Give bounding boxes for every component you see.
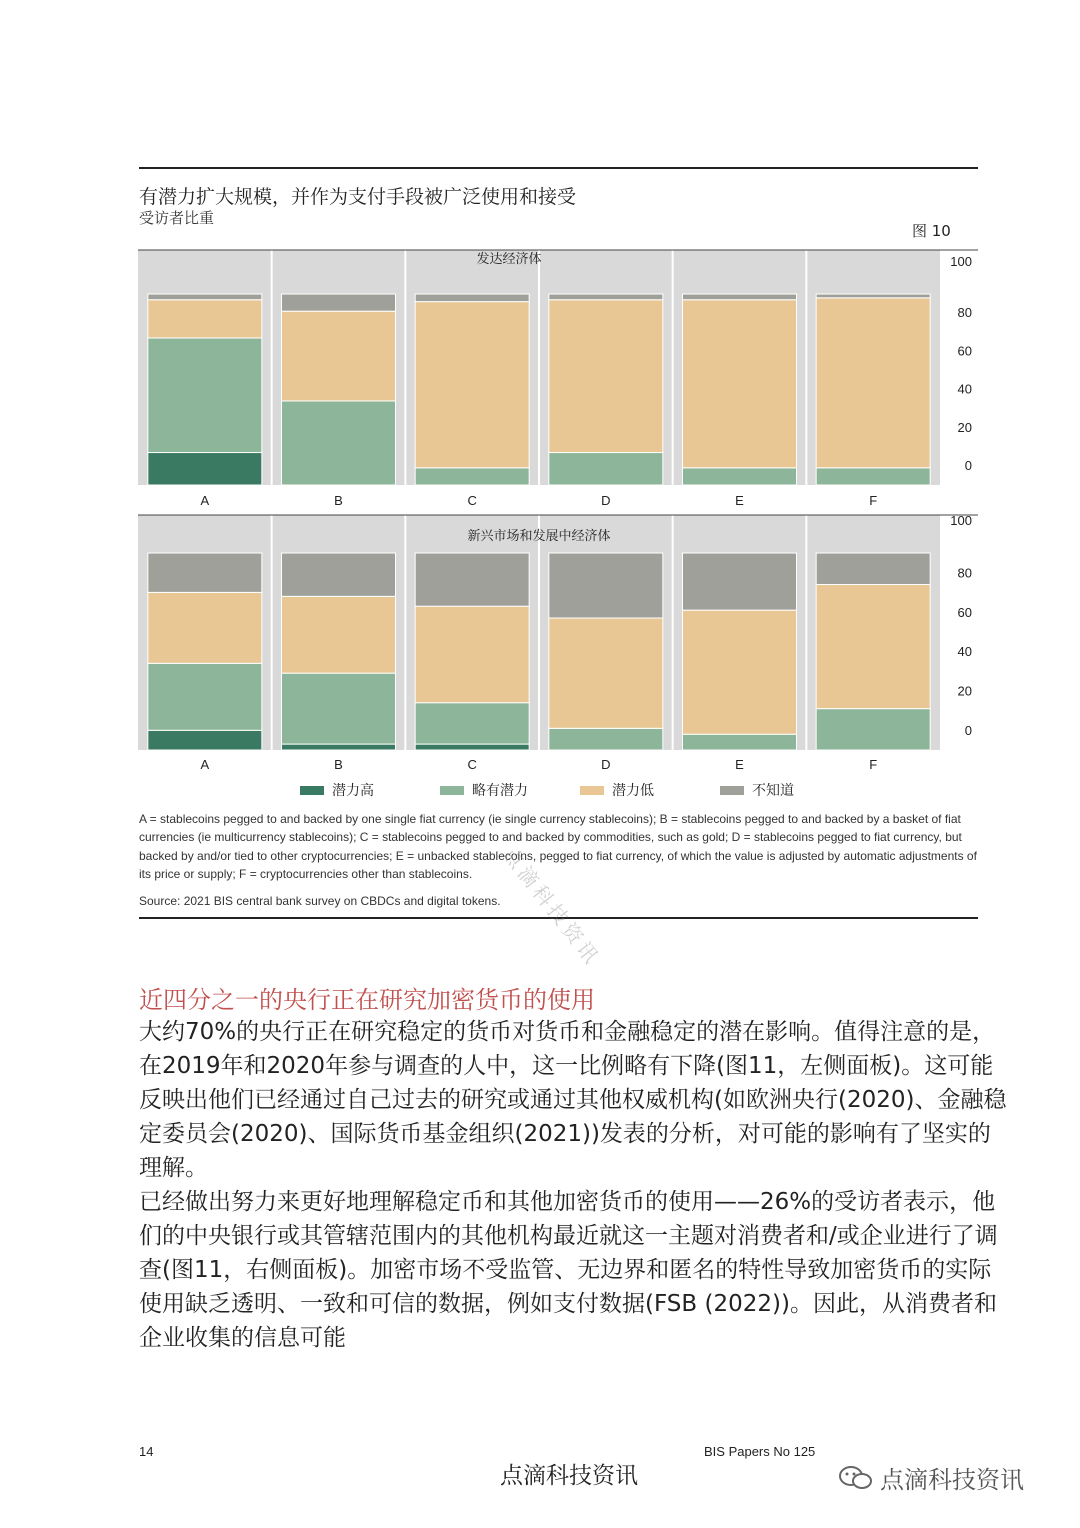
legend-swatch	[300, 786, 324, 795]
bar-segment	[549, 294, 663, 300]
figure-notes: A = stablecoins pegged to and backed by one single fiat currency (ie single currency stablecoins); B = stablecoins pegged to and backed by a basket of fiat currencies (ie multicurrency stablecoins); C = stablecoins pegged to and backed by commodities, such as gold; D = stablecoins pegged to fiat currency, but backed by and/or tied to other cryptocurrencies; E = unbacked stablecoins, pegged to fiat currency, of which the value is adjusted by automatic adjustments of its price or supply; F = cryptocurrencies other than stablecoins.	[139, 812, 977, 881]
bar-segment	[415, 703, 529, 744]
y-tick-label: 60	[957, 343, 972, 359]
y-tick-label: 80	[957, 305, 972, 321]
bar-segment	[415, 606, 529, 703]
figure-number: 图 10	[912, 222, 951, 240]
panel-title: 新兴市场和发展中经济体	[467, 529, 611, 544]
y-tick-label: 40	[957, 644, 972, 660]
bar-segment	[683, 468, 797, 485]
figure-subtitle: 受访者比重	[139, 209, 215, 227]
bar-segment	[549, 300, 663, 453]
y-tick-label: 60	[957, 604, 972, 620]
bar-segment	[282, 311, 396, 401]
bar-segment	[415, 294, 529, 302]
y-tick-label: 0	[964, 458, 972, 473]
bar-segment	[148, 592, 262, 663]
legend-label: 略有潜力	[472, 783, 528, 799]
bar-segment	[148, 553, 262, 592]
legend-item-unknown	[720, 780, 860, 800]
category-label: D	[601, 757, 611, 772]
category-label: E	[735, 757, 744, 772]
bar-segment	[148, 453, 262, 485]
bar-segment	[816, 709, 930, 750]
legend-label: 潜力低	[612, 783, 654, 799]
figure-source: Source: 2021 BIS central bank survey on CBDCs and digital tokens.	[139, 894, 501, 908]
legend-swatch	[720, 786, 744, 795]
bar-segment	[282, 294, 396, 311]
category-label: E	[735, 493, 744, 508]
bar-segment	[816, 298, 930, 468]
bar-segment	[683, 610, 797, 734]
bar-segment	[415, 468, 529, 485]
watermark-text: 点滴科技资讯	[880, 1466, 1024, 1494]
legend-label: 潜力高	[332, 783, 374, 799]
category-label: B	[334, 493, 343, 508]
bar-segment	[148, 730, 262, 750]
bar-segment	[683, 300, 797, 468]
figure-title: 有潜力扩大规模，并作为支付手段被广泛使用和接受	[139, 186, 577, 208]
paragraph: 大约70%的央行正在研究稳定的货币对货币和金融稳定的潜在影响。值得注意的是，在2019年和2020年参与调查的人中，这一比例略有下降(图11，左侧面板)。这可能反映出他们已经通过自己过去的研究或通过其他权威机构(如欧洲央行(2020)、金融稳定委员会(2020)、国际货币基金组织(2021))发表的分析，对可能的影响有了坚实的理解。	[139, 1019, 1007, 1181]
bar-segment	[282, 596, 396, 673]
bar-segment	[282, 553, 396, 596]
publication-name: BIS Papers No 125	[704, 1444, 816, 1459]
bar-segment	[816, 553, 930, 585]
y-tick-label: 40	[957, 381, 972, 397]
bar-segment	[816, 585, 930, 709]
footer-brand: 点滴科技资讯	[500, 1463, 638, 1489]
y-tick-label: 100	[950, 513, 972, 528]
bar-segment	[148, 300, 262, 338]
paragraph: 已经做出努力来更好地理解稳定币和其他加密货币的使用——26%的受访者表示，他们的中央银行或其管辖范围内的其他机构最近就这一主题对消费者和/或企业进行了调查(图11，右侧面板)。加密市场不受监管、无边界和匿名的特性导致加密货币的实际使用缺乏透明、一致和可信的数据，例如支付数据(FSB (2022))。因此，从消费者和企业收集的信息可能	[139, 1189, 998, 1351]
bar-segment	[148, 294, 262, 300]
category-label: A	[200, 757, 210, 772]
bar-segment	[683, 734, 797, 750]
bar-segment	[148, 338, 262, 453]
category-label: A	[200, 493, 210, 508]
panel-title: 发达经济体	[476, 252, 542, 267]
y-tick-label: 20	[957, 683, 972, 699]
bar-segment	[549, 453, 663, 485]
wechat-icon	[838, 1465, 874, 1491]
category-label: C	[467, 493, 477, 508]
y-tick-label: 80	[957, 565, 972, 581]
category-label: F	[869, 493, 878, 508]
y-tick-label: 0	[964, 723, 972, 738]
y-tick-label: 20	[957, 419, 972, 435]
page-number: 14	[139, 1444, 154, 1459]
bar-segment	[282, 673, 396, 744]
bar-segment	[816, 468, 930, 485]
category-label: B	[334, 757, 343, 772]
section-heading: 近四分之一的央行正在研究加密货币的使用	[139, 986, 595, 1014]
category-label: D	[601, 493, 611, 508]
bar-segment	[415, 302, 529, 468]
bar-segment	[282, 401, 396, 485]
bar-segment	[415, 553, 529, 606]
legend-swatch	[440, 786, 464, 795]
category-label: C	[467, 757, 477, 772]
legend-swatch	[580, 786, 604, 795]
bar-segment	[549, 728, 663, 750]
diagonal-watermark: 点滴科技资讯	[497, 842, 606, 971]
legend-label: 不知道	[752, 783, 794, 799]
legend-item-some	[440, 780, 580, 800]
bar-segment	[549, 618, 663, 728]
bar-segment	[683, 294, 797, 300]
corner-watermark	[838, 1460, 1024, 1495]
chart-legend	[300, 780, 860, 800]
bar-segment	[282, 744, 396, 750]
y-tick-label: 100	[950, 254, 972, 269]
legend-item-high	[300, 780, 440, 800]
category-label: F	[869, 757, 878, 772]
body-text	[139, 1015, 1009, 1355]
bar-segment	[148, 663, 262, 730]
bar-segment	[816, 294, 930, 298]
legend-item-low	[580, 780, 720, 800]
bar-segment	[683, 553, 797, 610]
bar-segment	[549, 553, 663, 618]
bar-segment	[415, 744, 529, 750]
